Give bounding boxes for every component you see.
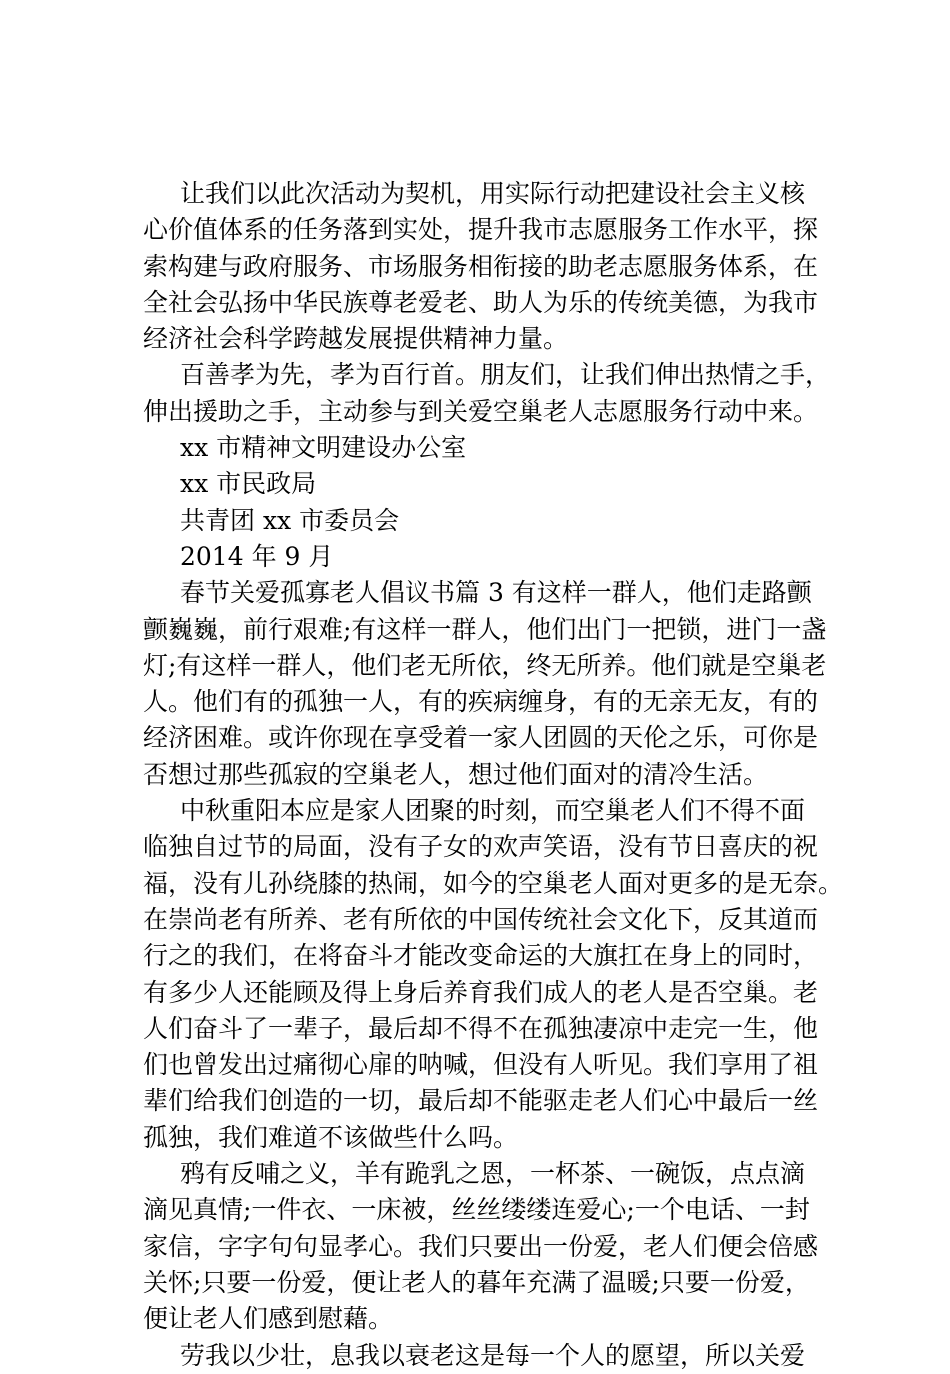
text-line: 关怀;只要一份爱，便让老人的暮年充满了温暖;只要一份爱， [143,1267,810,1297]
text-line: 在崇尚老有所养、老有所依的中国传统社会文化下，反其道而 [143,904,819,934]
text-line: 让我们以此次活动为契机，用实际行动把建设社会主义核 [180,179,806,208]
text-line: 百善孝为先，孝为百行首。朋友们，让我们伸出热情之手， [180,360,831,390]
text-line: 中秋重阳本应是家人团聚的时刻，而空巢老人们不得不面 [180,796,806,826]
text-line: 共青团 xx 市委员会 [180,505,400,535]
text-line: 劳我以少壮，息我以衰老这是每一个人的愿望，所以关爱 [180,1340,806,1370]
text-line: 便让老人们感到慰藉。 [143,1304,394,1334]
text-line: 伸出援助之手，主动参与到关爱空巢老人志愿服务行动中来。 [143,396,819,426]
text-line: xx 市民政局 [180,469,317,499]
text-line: 行之的我们，在将奋斗才能改变命运的大旗扛在身上的同时， [143,941,819,971]
text-line: 福，没有儿孙绕膝的热闹，如今的空巢老人面对更多的是无奈。 [143,868,843,898]
text-line: 孤独，我们难道不该做些什么吗。 [143,1122,519,1152]
text-line: 人。他们有的孤独一人，有的疾病缠身，有的无亲无友，有的 [143,687,819,717]
text-line: 临独自过节的局面，没有子女的欢声笑语，没有节日喜庆的祝 [143,832,819,862]
text-line: 2014 年 9 月 [180,541,334,571]
text-line: 辈们给我们创造的一切，最后却不能驱走老人们心中最后一丝 [143,1086,819,1116]
text-line: 否想过那些孤寂的空巢老人，想过他们面对的清冷生活。 [143,759,769,789]
text-line: 颤巍巍，前行艰难;有这样一群人，他们出门一把锁，进门一盏 [143,614,827,644]
text-line: 鸦有反哺之义，羊有跪乳之恩，一杯茶、一碗饭，点点滴 [180,1159,806,1189]
text-line: 家信，字字句句显孝心。我们只要出一份爱，老人们便会倍感 [143,1231,819,1261]
text-line: 滴见真情;一件衣、一床被，丝丝缕缕连爱心;一个电话、一封 [143,1195,810,1225]
text-line: xx 市精神文明建设办公室 [180,433,467,463]
text-line: 们也曾发出过痛彻心扉的呐喊，但没有人听见。我们享用了祖 [143,1050,819,1080]
text-line: 全社会弘扬中华民族尊老爱老、助人为乐的传统美德，为我市 [143,287,819,317]
text-line: 经济社会科学跨越发展提供精神力量。 [143,324,569,354]
text-line: 心价值体系的任务落到实处，提升我市志愿服务工作水平，探 [143,215,819,245]
document-body [143,176,843,1374]
text-line: 经济困难。或许你现在享受着一家人团圆的天伦之乐，可你是 [143,723,819,753]
text-line: 索构建与政府服务、市场服务相衔接的助老志愿服务体系，在 [143,251,819,281]
text-line: 春节关爱孤寡老人倡议书篇 3 有这样一群人，他们走路颤 [180,578,812,608]
text-line: 灯;有这样一群人，他们老无所依，终无所养。他们就是空巢老 [143,650,827,680]
text-line: 有多少人还能顾及得上身后养育我们成人的老人是否空巢。老 [143,977,819,1007]
text-line: 人们奋斗了一辈子，最后却不得不在孤独凄凉中走完一生，他 [143,1013,819,1043]
